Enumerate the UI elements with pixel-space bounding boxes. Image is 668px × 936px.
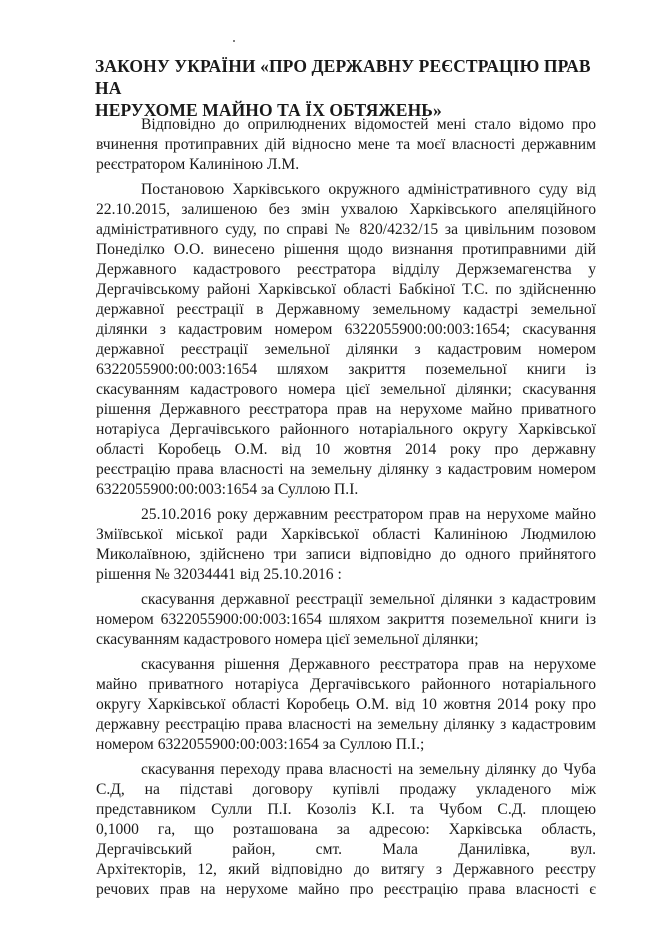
text-line: скасуванням кадастрового номера цієї земельної ділянки; скасування	[96, 381, 596, 398]
title-line: ЗАКОНУ УКРАЇНИ «ПРО ДЕРЖАВНУ РЕЄСТРАЦІЮ ПРАВ НА	[95, 56, 591, 98]
text-line: речових прав на нерухоме майно про реєстрацію права власності є	[96, 881, 596, 898]
text-line: Дергачівському районі Харківської області Бабкіної Т.С. по здійсненню	[96, 281, 596, 298]
text-line: 6322055900:00:003:1654 шляхом закриття поземельної книги із	[96, 361, 596, 378]
text-line: 22.10.2015, залишеною без змін ухвалою Харківського апеляційного	[96, 201, 596, 218]
text-line: скасування переходу права власності на земельну ділянку до Чуба	[141, 761, 596, 778]
title-line: НЕРУХОМЕ МАЙНО ТА ЇХ ОБТЯЖЕНЬ»	[95, 100, 442, 120]
text-line: Зміївської міської ради Харківської області Калиніною Людмилою	[96, 526, 596, 543]
text-line: представником Сулли П.І. Козоліз К.І. та Чубом С.Д. площею	[96, 801, 596, 818]
text-line: 0,1000 га, що розташована за адресою: Харківська область,	[96, 821, 596, 838]
text-line: скасуванням кадастрового номера цієї земельної ділянки;	[96, 631, 479, 648]
text-line: вчинення протиправних дій відносно мене та моєї власності державним	[96, 136, 596, 153]
text-line: рішення Державного реєстратора прав на нерухоме майно приватного	[96, 401, 596, 418]
text-line: реєстрацію права власності на земельну ділянку з кадастровим номером	[96, 461, 596, 478]
text-line: області Коробець О.М. від 10 жовтня 2014 року про державну	[96, 441, 596, 458]
text-line: рішення № 32034441 від 25.10.2016 :	[96, 566, 342, 583]
text-line: Постановою Харківського окружного адміністративного суду від	[141, 181, 596, 198]
text-line: Архітекторів, 12, який відповідно до витягу з Державного реєстру	[96, 861, 596, 878]
text-line: номером 6322055900:00:003:1654 за Суллою П.І.;	[96, 736, 425, 753]
text-line: Державного кадастрового реєстратора відділу Держземагенства у	[96, 261, 596, 278]
text-line: Дергачівський район, смт. Мала Данилівка, вул.	[96, 841, 596, 858]
text-line: майно приватного нотаріуса Дергачівського районного нотаріального	[96, 676, 596, 693]
text-line: скасування державної реєстрації земельної ділянки з кадастровим	[141, 591, 596, 608]
text-line: державної реєстрації в Державному земельному кадастрі земельної	[96, 301, 596, 318]
text-line: округу Харківської області Коробець О.М. від 10 жовтня 2014 року про	[96, 696, 596, 713]
text-line: державної реєстрації земельної ділянки з кадастровим номером	[96, 341, 596, 358]
text-line: номером 6322055900:00:003:1654 шляхом закриття поземельної книги із	[96, 611, 596, 628]
text-line: нотаріуса Дергачівського районного нотаріального округу Харківської	[96, 421, 596, 438]
text-line: державну реєстрацію права власності на земельну ділянку з кадастровим	[96, 716, 596, 733]
text-line: ділянки з кадастровим номером 6322055900:00:003:1654; скасування	[96, 321, 596, 338]
text-line: Миколаївною, здійснено три записи відповідно до одного прийнятого	[96, 546, 596, 563]
text-line: адміністративного суду, по справі № 820/4232/15 за цивільним позовом	[96, 221, 596, 238]
text-line: 25.10.2016 року державним реєстратором прав на нерухоме майно	[141, 506, 596, 523]
text-line: реєстратором Калиніною Л.М.	[96, 156, 300, 173]
text-line: Понеділко О.О. винесено рішення щодо визнання протиправними дій	[96, 241, 596, 258]
text-line: 6322055900:00:003:1654 за Суллою П.І.	[96, 481, 359, 498]
text-line: Відповідно до оприлюднених відомостей мені стало відомо про	[141, 116, 596, 133]
text-line: С.Д, на підставі договору купівлі продажу укладеного між	[96, 781, 596, 798]
document-title	[95, 55, 595, 121]
text-line: скасування рішення Державного реєстратора прав на нерухоме	[141, 656, 596, 673]
scan-speck	[233, 40, 235, 42]
